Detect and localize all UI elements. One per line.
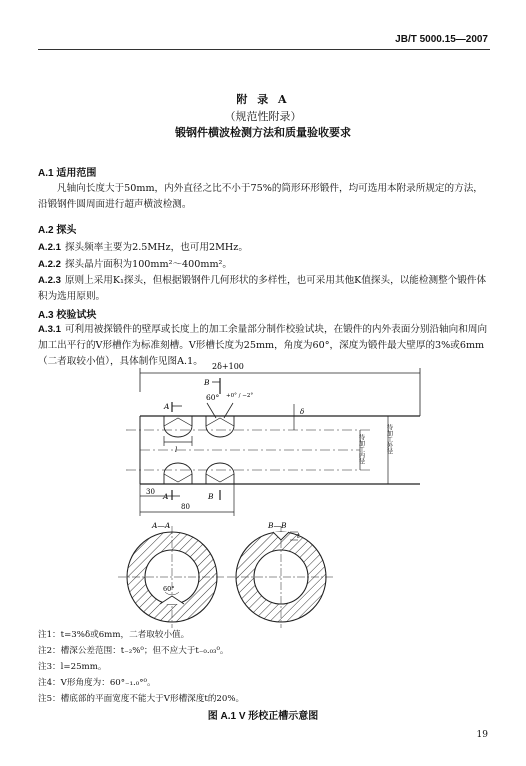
- angle-top-label: 60°: [206, 393, 220, 402]
- inner-diameter-label-group: [358, 430, 365, 470]
- section-bb-view: [227, 526, 335, 628]
- clause-number: A.3.1: [38, 324, 61, 335]
- inner-diameter-label: 待加工内径: [357, 434, 365, 464]
- note-5: 注5：槽底部的平面宽度不能大于V形槽深度t的20%。: [38, 694, 245, 704]
- v-groove-inner-a: [164, 463, 192, 484]
- v-groove-inner-b: [206, 463, 234, 484]
- outer-diameter-label: 待加工外径: [385, 424, 393, 454]
- section-marker-a-bottom: [162, 490, 180, 501]
- clause-number: A.2.1: [38, 242, 61, 253]
- dim-top-label: 2δ+100: [212, 362, 244, 371]
- test-block-body: [126, 416, 420, 484]
- v-groove-outer-a: [164, 416, 192, 437]
- section-marker-a-top: [163, 402, 182, 412]
- angle-annotation: [206, 393, 253, 418]
- clause-number: A.2.3: [38, 275, 61, 286]
- note-2: 注2：槽深公差范围：t₋₂%⁰；但不应大于t₋₀.₀₃⁰。: [38, 646, 229, 656]
- clause-text: 原则上采用K₁探头，但根据锻钢件几何形状的多样性，也可采用其他K值探头，以能检测整个锻件体积为选用原则。: [38, 275, 487, 302]
- standard-number: JB/T 5000.15—2007: [395, 34, 488, 45]
- wall-thickness-dimension: [294, 404, 304, 430]
- clause-text: 探头频率主要为2.5MHz，也可用2MHz。: [64, 242, 248, 253]
- dim-80-label: 80: [181, 503, 190, 511]
- section-bb-label: B—B: [268, 521, 287, 530]
- section-a2-heading: A.2 探头: [38, 225, 77, 236]
- section-a3-heading: A.3 校验试块: [38, 310, 97, 321]
- length-dimension: [164, 436, 192, 454]
- appendix-type: （规范性附录）: [224, 110, 302, 123]
- label-l: l: [175, 446, 178, 454]
- label-b-bottom: B: [208, 492, 214, 501]
- section-marker-b-bottom: [207, 490, 220, 501]
- figure-caption: 图 A.1 V 形校正槽示意图: [207, 711, 319, 722]
- appendix-label: 附 录 A: [236, 93, 290, 106]
- note-3: 注3：l=25mm。: [38, 662, 107, 672]
- angle-top-tolerance: +0° / −2°: [226, 393, 254, 399]
- section-a1-text: 凡轴向长度大于50mm，内外直径之比不小于75%的筒形环形锻件，均可选用本附录所规定的方法，沿锻钢件圆周面进行超声横波检测。: [38, 183, 483, 210]
- figure-notes: [38, 627, 244, 707]
- label-t: t: [297, 532, 300, 540]
- top-dimension: [140, 362, 420, 416]
- label-a-bottom: A: [163, 492, 169, 501]
- outer-diameter-label-group: [386, 416, 393, 484]
- clause-text: 可利用被探锻件的壁厚或长度上的加工余量部分制作校验试块，在锻件的内外表面分别沿轴向和周向加工出平行的V形槽作为标准刻槽。V形槽长度为25mm，角度为60°，深度为锻件最大壁厚的3%或6mm（二者取较小值），具体制作见图A.1。: [38, 324, 488, 367]
- appendix-title: 锻钢件横波检测方法和质量验收要求: [175, 127, 351, 139]
- note-1: 注1：t=3%δ或6mm，二者取较小值。: [38, 630, 190, 640]
- section-angle-label: 60°: [163, 585, 175, 593]
- dim-30-label: 30: [146, 488, 155, 496]
- section-aa-view: [118, 526, 226, 628]
- section-marker-b-top: [203, 378, 220, 394]
- section-a1-heading: A.1 适用范围: [38, 168, 97, 179]
- label-delta: δ: [300, 408, 305, 416]
- clause-number: A.2.2: [38, 259, 61, 270]
- clause-text: 探头晶片面积为100mm²～400mm²。: [64, 259, 232, 270]
- label-b-top: B: [204, 378, 210, 387]
- section-aa-label: A—A: [152, 521, 171, 530]
- page-number: 19: [476, 730, 488, 740]
- label-a-top: A: [164, 402, 170, 411]
- v-groove-outer-b: [206, 416, 234, 437]
- note-4: 注4：V形角度为：60°₋₁.₀°⁰。: [38, 678, 156, 688]
